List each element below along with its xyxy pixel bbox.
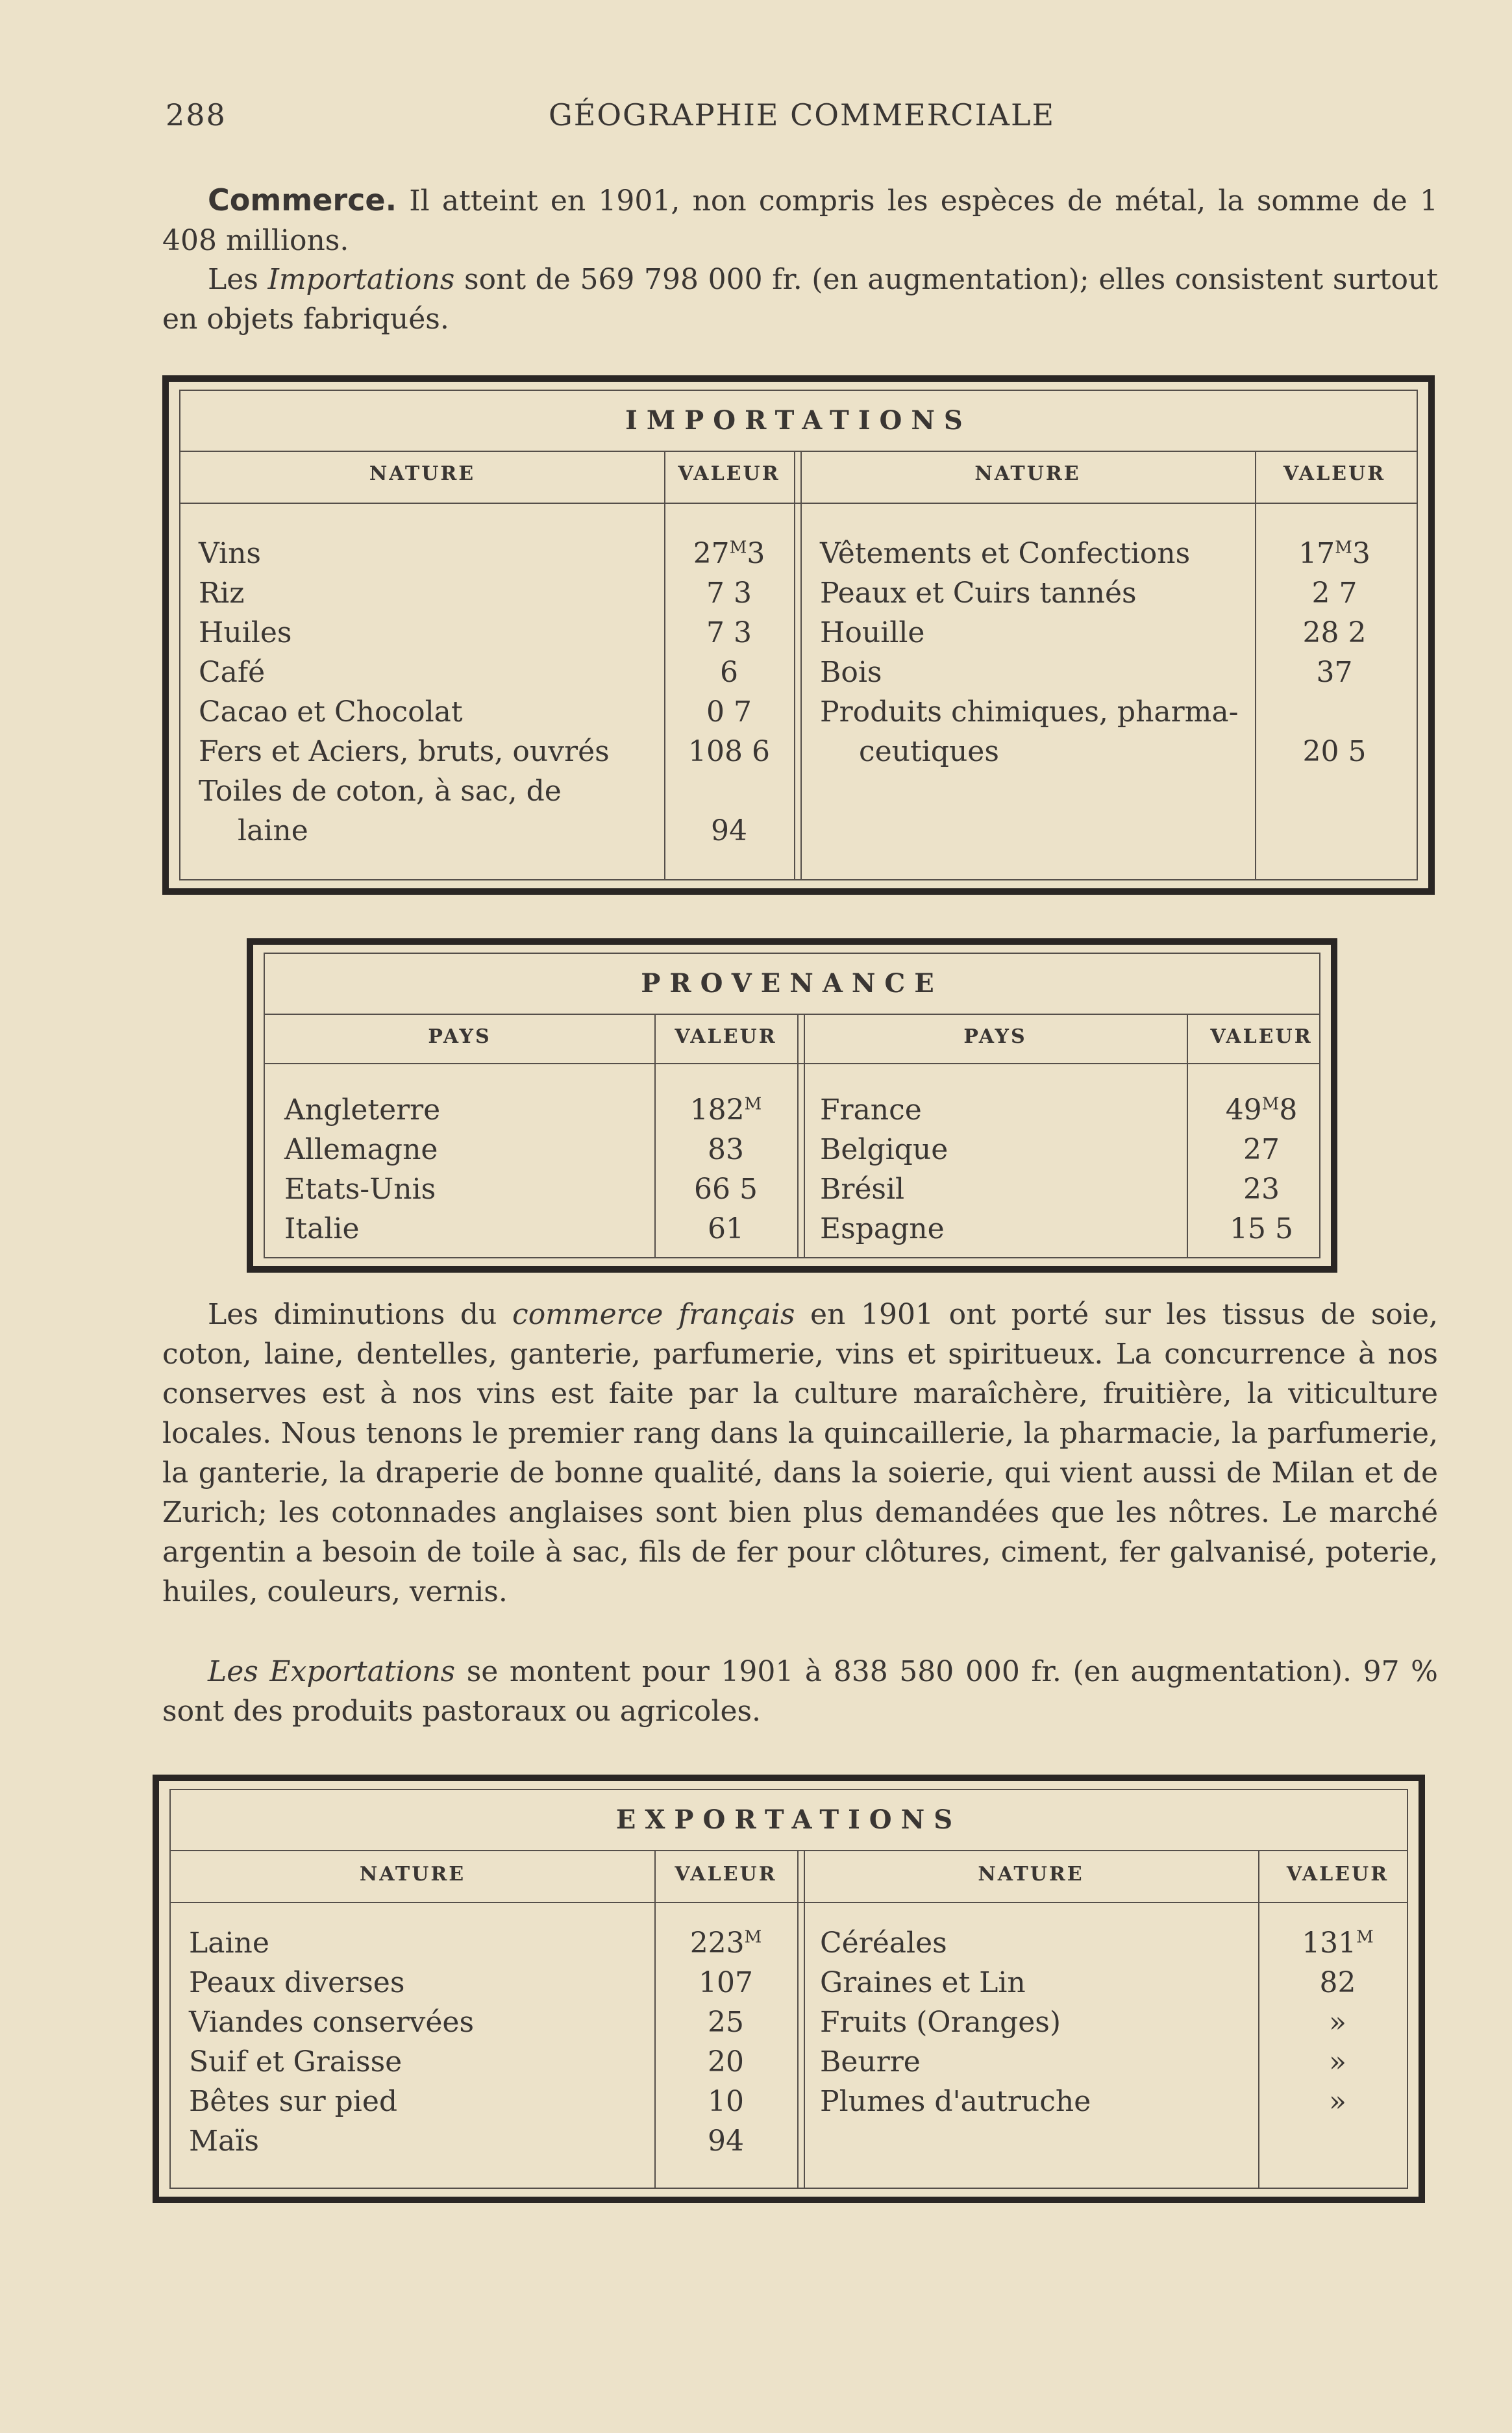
valeur-cell: $223^M$ [689,1927,762,1960]
header-valeur-left: VALEUR [675,1863,777,1886]
valeur-cell: 7 3 [706,577,752,610]
valeur-cell: $182^M$ [689,1093,762,1127]
table-row [199,771,562,811]
header-valeur-left: VALEUR [675,1025,777,1048]
running-title: GÉOGRAPHIE COMMERCIALE [549,97,1056,132]
valeur-cell: 83 [708,1133,744,1166]
header-pays-right: PAYS [963,1025,1027,1048]
valeur-cell: 94 [711,814,747,847]
table-row [199,732,610,771]
valeur-cell: 37 [1316,656,1353,689]
diminutions-text: en 1901 ont porté sur les tissus de soie, coton, laine, dentelles, ganterie, parfumerie, vins et spiritueux. La concurrence à nos conserves est à nos vins est faite par la culture maraîchère, fruitière, la viticulture locales. Nous tenons le premier rang dans la quincaillerie, la pharmacie, la parfumerie, la ganterie, la draperie de bonne qualité, dans la soierie, qui vient aussi de Milan et de Zurich; les cotonnades anglaises sont bien plus demandées que les nôtres. Le marché argentin a besoin de toile à sac, fils de fer pour clôtures, ciment, fer galvanisé, poterie, huiles, couleurs, vernis. [162,1298,1438,1608]
table-row [199,653,265,692]
exportations-text: se montent pour 1901 à 838 580 000 fr. (en augmentation). 97 % sont des produits pastoraux ou agricoles. [162,1655,1438,1728]
nature-cell: Produits chimiques, pharma- [820,695,1239,729]
valeur-cell: $27^M3$ [693,537,765,570]
table-row [199,534,261,573]
pays-cell: Italie [284,1212,360,1245]
table-row [199,692,463,732]
provenance-title: PROVENANCE [641,968,943,999]
paragraph-diminutions [162,1295,1438,1612]
nature-cell: Vins [199,537,261,570]
paragraph-commerce [162,181,1438,260]
nature-cell: Plumes d'autruche [820,2085,1091,2118]
nature-cell: Houille [820,616,925,649]
exportations-table [153,1775,1425,2203]
header-valeur-right: VALEUR [1286,1863,1389,1886]
valeur-cell: 82 [1319,1966,1356,1999]
table-row [199,573,244,613]
nature-cell: Peaux diverses [189,1966,405,1999]
header-valeur-right: VALEUR [1283,462,1386,485]
nature-cell: Toiles de coton, à sac, de [199,775,562,808]
p2-lead: Les [208,263,258,296]
importations-term: Importations [267,263,455,296]
nature-cell: Graines et Lin [820,1966,1026,1999]
pays-cell: France [820,1093,922,1127]
valeur-cell: 28 2 [1302,616,1367,649]
table-row [199,613,291,653]
commerce-text: Il atteint en 1901, non compris les espèces de métal, la somme de 1 408 millions. [162,184,1438,257]
header-valeur-left: VALEUR [678,462,780,485]
header-nature-right: NATURE [974,462,1081,485]
importations-title: IMPORTATIONS [625,405,972,436]
exportations-title: EXPORTATIONS [615,1804,962,1835]
table-row [238,811,308,851]
nature-cell: Bêtes sur pied [189,2085,398,2118]
valeur-cell: 23 [1243,1173,1280,1206]
valeur-cell: 27 [1243,1133,1280,1166]
valeur-cell: $17^M3$ [1298,537,1370,570]
valeur-cell: 7 3 [706,616,752,649]
commerce-heading: Commerce. [208,182,397,218]
valeur-cell: » [1329,2006,1346,2039]
nature-cell: Riz [199,577,245,610]
valeur-cell: 94 [708,2125,744,2158]
valeur-cell: 2 7 [1311,577,1357,610]
valeur-cell: 61 [708,1212,744,1245]
pays-cell: Angleterre [284,1093,441,1127]
valeur-cell: 25 [708,2006,744,2039]
valeur-cell: 108 6 [688,735,770,768]
nature-cell: Laine [189,1927,269,1960]
importations-table [162,375,1435,895]
header-nature-right: NATURE [978,1863,1084,1886]
nature-cell: Cacao et Chocolat [199,695,463,729]
header-nature-left: NATURE [369,462,476,485]
pays-cell: Belgique [820,1133,948,1166]
valeur-cell: $49^M8$ [1225,1093,1298,1127]
pays-cell: Espagne [820,1212,945,1245]
commerce-francais-term: commerce français [512,1298,795,1331]
valeur-cell: 10 [708,2085,744,2118]
page-number: 288 [166,97,227,132]
nature-cell: Peaux et Cuirs tannés [820,577,1137,610]
valeur-cell: 20 5 [1302,735,1367,768]
pays-cell: Brésil [820,1173,905,1206]
nature-cell: Beurre [820,2045,921,2078]
importations-text: sont de 569 798 000 fr. (en augmentation); elles consistent surtout en objets fabriqués. [162,263,1438,336]
nature-cell: Café [199,656,266,689]
nature-cell: Maïs [189,2125,259,2158]
nature-cell: Fruits (Oranges) [820,2006,1061,2039]
nature-cell: Suif et Graisse [189,2045,403,2078]
nature-cell: ceutiques [859,735,999,768]
paragraph-exportations [162,1652,1438,1731]
valeur-cell: 20 [708,2045,744,2078]
header-valeur-right: VALEUR [1210,1025,1313,1048]
pays-cell: Allemagne [284,1133,438,1166]
valeur-cell: » [1329,2045,1346,2078]
paragraph-importations [162,260,1438,339]
pays-cell: Etats-Unis [284,1173,436,1206]
nature-cell: Bois [820,656,882,689]
nature-cell: Vêtements et Confections [820,537,1191,570]
valeur-cell: $131^M$ [1302,1927,1374,1960]
provenance-table [247,938,1337,1273]
nature-cell: Viandes conservées [189,2006,475,2039]
header-nature-left: NATURE [359,1863,466,1886]
valeur-cell: 66 5 [694,1173,758,1206]
nature-cell: Céréales [820,1927,947,1960]
valeur-cell: 0 7 [706,695,752,729]
header-pays-left: PAYS [428,1025,491,1048]
nature-cell: Fers et Aciers, bruts, ouvrés [199,735,610,768]
nature-cell: laine [238,814,308,847]
valeur-cell: 107 [699,1966,753,1999]
exportations-term: Les Exportations [208,1655,456,1688]
valeur-cell: 15 5 [1230,1212,1293,1245]
p3-lead: Les diminutions du [208,1298,497,1331]
valeur-cell: 6 [720,656,738,689]
valeur-cell: » [1329,2085,1346,2118]
nature-cell: Huiles [199,616,292,649]
